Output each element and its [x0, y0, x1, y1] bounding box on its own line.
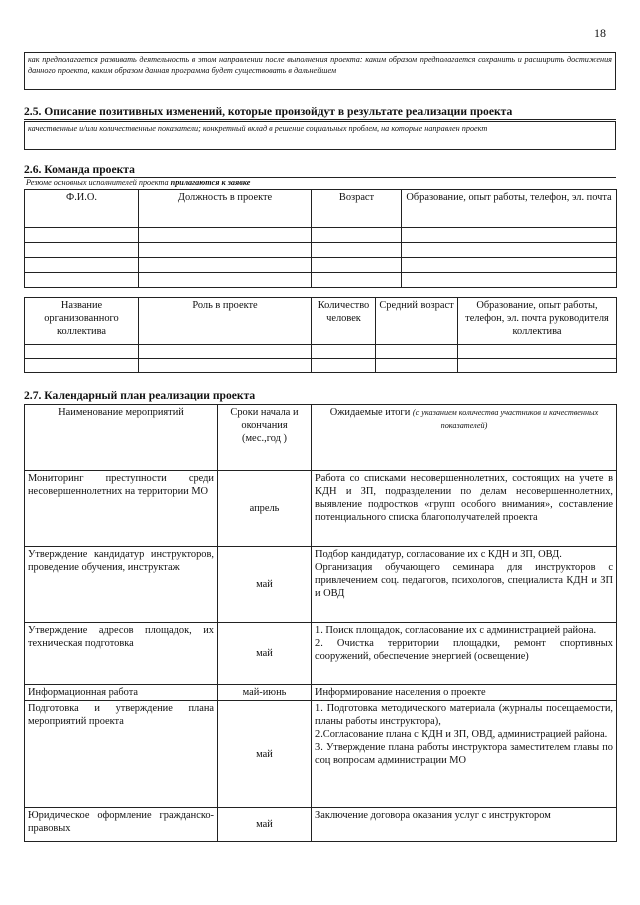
table-row [25, 471, 617, 547]
note-text: Резюме основных исполнителей проекта [26, 178, 171, 187]
collective-header-count: Количество человек [312, 298, 376, 345]
plan-activity: Информационная работа [25, 685, 218, 701]
collective-header-name: Название организованного коллектива [25, 298, 139, 345]
plan-activity: Мониторинг преступности среди несовершеннолетних на территории МО [25, 471, 218, 547]
plan-dates: май [218, 701, 312, 808]
plan-activity: Утверждение кандидатур инструкторов, проведение обучения, инструктаж [25, 547, 218, 623]
result-line: 2. Очистка территории площадки, ремонт спортивных сооружений, обеспечение энергией (освещение) [315, 638, 613, 662]
result-line: Работа со списками несовершеннолетних, состоящих на учете в КДН и ЗП, подразделении по делам несовершеннолетних, выявление подростков «групп особого внимания», составление потенциального списка благополучателей проекта [315, 473, 613, 523]
table-row [25, 685, 617, 701]
plan-activity: Утверждение адресов площадок, их техническая подготовка [25, 623, 218, 685]
plan-results [312, 471, 617, 547]
results-label: Ожидаемые итоги [329, 407, 411, 418]
collective-header-role: Роль в проекте [139, 298, 312, 345]
plan-activity: Подготовка и утверждение плана мероприятий проекта [25, 701, 218, 808]
table-row [25, 701, 617, 808]
table-row [25, 359, 617, 373]
result-line: Подбор кандидатур, согласование их с КДН и ЗП, ОВД. [315, 549, 562, 560]
results-note: (с указанием количества участников и качественных показателей) [412, 408, 599, 430]
team-table [24, 189, 617, 288]
team-header-education: Образование, опыт работы, телефон, эл. почта [402, 190, 617, 228]
table-row [25, 345, 617, 359]
table-row [25, 623, 617, 685]
plan-header-results [312, 405, 617, 471]
result-line: Заключение договора оказания услуг с инструктором [315, 810, 551, 821]
section-2-7-heading: 2.7. Календарный план реализации проекта [24, 389, 256, 402]
collective-table [24, 297, 617, 373]
result-line: 1. Поиск площадок, согласование их с администрацией района. [315, 625, 597, 636]
table-row [25, 273, 617, 288]
plan-header-dates: Сроки начала и окончания (мес.,год ) [218, 405, 312, 471]
table-row [25, 258, 617, 273]
section-2-5-heading: 2.5. Описание позитивных изменений, которые произойдут в результате реализации проекта [24, 105, 616, 120]
result-line: 1. Подготовка методического материала (журналы посещаемости, планы работы инструктора), [315, 703, 613, 727]
plan-activity: Юридическое оформление гражданско-правовых [25, 808, 218, 842]
result-line: Организация обучающего семинара для инструкторов с привлечением соц. педагогов, психологов, специалиста КДН и ЗП и ОВД [315, 562, 613, 599]
plan-results [312, 685, 617, 701]
team-header-name: Ф.И.О. [25, 190, 139, 228]
plan-dates: апрель [218, 471, 312, 547]
table-row [25, 547, 617, 623]
calendar-plan-table [24, 404, 617, 842]
plan-dates: май-июнь [218, 685, 312, 701]
result-line: 2.Согласование плана с КДН и ЗП, ОВД, администрацией района. [315, 729, 608, 740]
collective-header-avg-age: Средний возраст [376, 298, 458, 345]
result-line: 3. Утверждение плана работы инструктора заместителем главы по соц вопросам администрации МО [315, 742, 613, 766]
table-row [25, 808, 617, 842]
plan-results [312, 701, 617, 808]
plan-dates: май [218, 547, 312, 623]
page-number: 18 [594, 26, 606, 40]
result-line: Информирование населения о проекте [315, 687, 486, 698]
plan-header-activity: Наименование мероприятий [25, 405, 218, 471]
team-header-age: Возраст [312, 190, 402, 228]
section-2-5-box: качественные и/или количественные показатели; конкретный вклад в решение социальных проблем, на которые направлен проект [24, 121, 616, 150]
plan-results [312, 623, 617, 685]
plan-dates: май [218, 623, 312, 685]
plan-results [312, 547, 617, 623]
team-header-position: Должность в проекте [139, 190, 312, 228]
intro-instruction-box: как предполагается развивать деятельность в этом направлении после выполнения проекта: каким образом предполагается сохранить и расширить достижения данного проекта, каким образом данная программа будет существовать в дальнейшем [24, 52, 616, 90]
plan-dates: май [218, 808, 312, 842]
section-2-6-heading: 2.6. Команда проекта [24, 163, 616, 178]
plan-results [312, 808, 617, 842]
collective-header-education: Образование, опыт работы, телефон, эл. почта руководителя коллектива [458, 298, 617, 345]
note-bold-text: прилагаются к заявке [170, 178, 251, 187]
section-2-6-note [26, 178, 250, 188]
table-row [25, 243, 617, 258]
table-row [25, 228, 617, 243]
